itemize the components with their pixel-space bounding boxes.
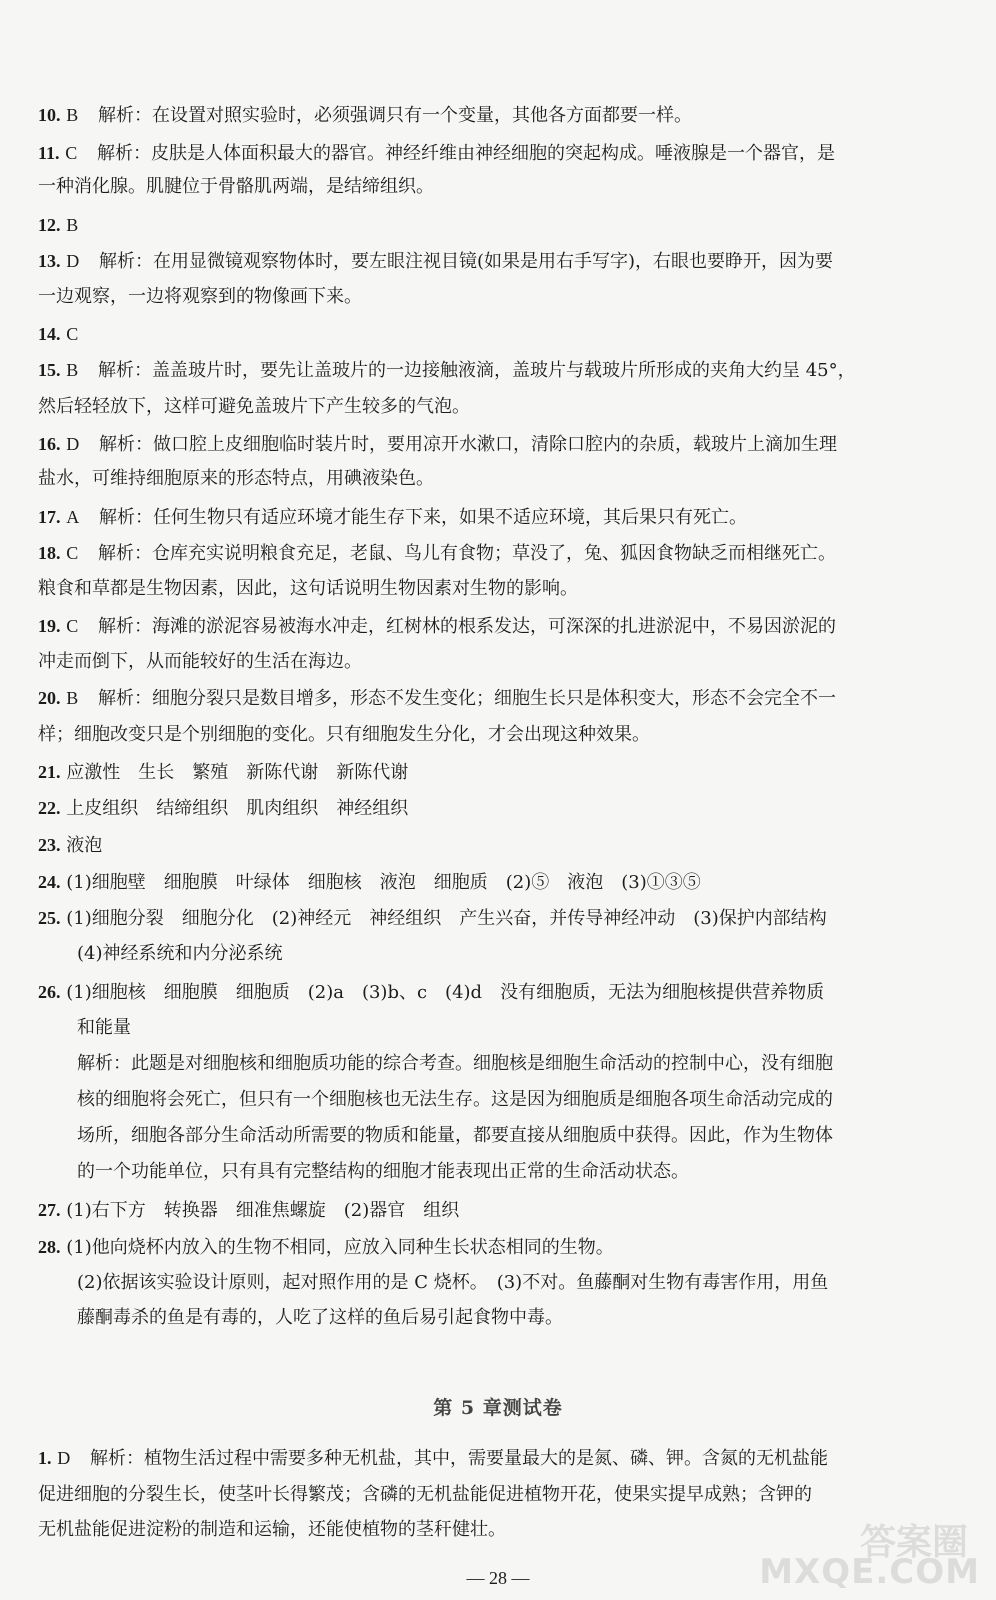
item-number: 11.	[38, 143, 60, 163]
answer-item-21	[38, 760, 968, 785]
item-number: 20.	[38, 688, 61, 708]
item-number: 26.	[38, 982, 61, 1002]
item-continuation: 粮食和草都是生物因素，因此，这句话说明生物因素对生物的影响。	[38, 578, 578, 599]
item-number: 15.	[38, 360, 61, 380]
item-answer: B	[66, 215, 79, 235]
item-continuation: 一种消化腺。肌腱位于骨骼肌两端，是结缔组织。	[38, 176, 434, 197]
item-number: 1.	[38, 1448, 52, 1468]
analysis-line: 的一个功能单位，只有具有完整结构的细胞才能表现出正常的生命活动状态。	[77, 1161, 689, 1182]
item-continuation: 无机盐能促进淀粉的制造和运输，还能使植物的茎秆健壮。	[38, 1519, 506, 1540]
answer-item-28	[38, 1235, 968, 1260]
watermark-bottom: MXQE.COM	[759, 1552, 980, 1592]
item-explanation: 解析：在设置对照实验时，必须强调只有一个变量，其他各方面都要一样。	[97, 105, 692, 126]
item-explanation: 解析：细胞分裂只是数目增多，形态不发生变化；细胞生长只是体积变大，形态不会完全不一	[97, 688, 836, 709]
item-answer: B	[66, 360, 79, 380]
analysis-line: 核的细胞将会死亡，但只有一个细胞核也无法生存。这是因为细胞质是细胞各项生命活动完成的	[77, 1089, 833, 1110]
answer-item-15	[38, 358, 968, 383]
item-answer: C	[66, 543, 79, 563]
item-continuation: 样；细胞改变只是个别细胞的变化。只有细胞发生分化，才会出现这种效果。	[38, 724, 650, 745]
item-number: 12.	[38, 215, 61, 235]
item-answer: B	[66, 688, 79, 708]
item-explanation: 解析：植物生活过程中需要多种无机盐，其中，需要量最大的是氮、磷、钾。含氮的无机盐能	[89, 1448, 828, 1469]
analysis-line: 解析：此题是对细胞核和细胞质功能的综合考查。细胞核是细胞生命活动的控制中心，没有细胞	[77, 1053, 833, 1074]
item-answer: B	[66, 105, 79, 125]
item-answer: C	[66, 324, 79, 344]
answer-item-19	[38, 614, 968, 639]
item-number: 14.	[38, 324, 61, 344]
item-continuation: (4)神经系统和内分泌系统	[77, 943, 283, 964]
item-continuation: 然后轻轻放下，这样可避免盖玻片下产生较多的气泡。	[38, 396, 470, 417]
answer-item-17	[38, 505, 968, 530]
item-continuation: (2)依据该实验设计原则，起对照作用的是 C 烧杯。 (3)不对。鱼藤酮对生物有毒害作用，用鱼	[77, 1272, 829, 1293]
item-continuation: 盐水，可维持细胞原来的形态特点，用碘液染色。	[38, 468, 434, 489]
answer-item-16	[38, 432, 968, 457]
item-explanation: 解析：在用显微镜观察物体时，要左眼注视目镜(如果是用右手写字)，右眼也要睁开，因为要	[98, 251, 834, 272]
item-number: 10.	[38, 105, 61, 125]
item-explanation: 液泡	[66, 835, 103, 856]
answer-item-18	[38, 541, 968, 566]
item-number: 27.	[38, 1200, 61, 1220]
item-explanation: 解析：任何生物只有适应环境才能生存下来，如果不适应环境，其后果只有死亡。	[98, 507, 747, 528]
watermark-logo	[759, 1514, 986, 1592]
watermark-top: 答案圈	[859, 1522, 968, 1563]
answer-item-13	[38, 249, 968, 274]
item-number: 28.	[38, 1237, 61, 1257]
answer-item-11	[38, 141, 968, 166]
item-explanation: (1)细胞核 细胞膜 细胞质 (2)a (3)b、c (4)d 没有细胞质，无法为细胞核提供营养物质	[66, 982, 825, 1003]
section-title: 第 5 章测试卷	[433, 1397, 563, 1419]
item-explanation: (1)右下方 转换器 细准焦螺旋 (2)器官 组织	[66, 1200, 460, 1221]
answer-item-12	[38, 213, 968, 238]
item-number: 13.	[38, 251, 61, 271]
answer-item-14	[38, 322, 968, 347]
answer-item-27	[38, 1198, 968, 1223]
item-explanation: 解析：仓库充实说明粮食充足，老鼠、鸟儿有食物；草没了，兔、狐因食物缺乏而相继死亡。	[97, 543, 836, 564]
item-continuation: 促进细胞的分裂生长，使茎叶长得繁茂；含磷的无机盐能促进植物开花，使果实提早成熟；含钾的	[38, 1484, 812, 1505]
item-explanation: (1)他向烧杯内放入的生物不相同，应放入同种生长状态相同的生物。	[66, 1237, 614, 1258]
item-number: 22.	[38, 798, 61, 818]
item-number: 21.	[38, 762, 61, 782]
item-explanation: 上皮组织 结缔组织 肌肉组织 神经组织	[66, 798, 409, 819]
answer-item-10	[38, 103, 968, 128]
item-number: 23.	[38, 835, 61, 855]
item-explanation: (1)细胞壁 细胞膜 叶绿体 细胞核 液泡 细胞质 (2)⑤ 液泡 (3)①③⑤	[66, 872, 701, 893]
page-number: — 28 —	[466, 1568, 530, 1588]
item-number: 17.	[38, 507, 61, 527]
item-explanation: 应激性 生长 繁殖 新陈代谢 新陈代谢	[66, 762, 409, 783]
item-explanation: 解析：盖盖玻片时，要先让盖玻片的一边接触液滴，盖玻片与载玻片所形成的夹角大约呈 45°，	[97, 360, 856, 381]
analysis-line: 场所，细胞各部分生命活动所需要的物质和能量，都要直接从细胞质中获得。因此，作为生物体	[77, 1125, 833, 1146]
item-number: 25.	[38, 908, 61, 928]
answer-item-23	[38, 833, 968, 858]
item-explanation: 解析：做口腔上皮细胞临时装片时，要用凉开水漱口，清除口腔内的杂质，载玻片上滴加生理	[98, 434, 837, 455]
item-continuation: 和能量	[77, 1017, 131, 1038]
item-number: 18.	[38, 543, 61, 563]
item-answer: D	[57, 1448, 71, 1468]
item-continuation: 藤酮毒杀的鱼是有毒的，人吃了这样的鱼后易引起食物中毒。	[77, 1307, 563, 1328]
answer-item-26	[38, 980, 968, 1005]
answer-item-24	[38, 870, 968, 895]
item-continuation: 冲走而倒下，从而能较好的生活在海边。	[38, 651, 362, 672]
item-answer: C	[66, 616, 79, 636]
item-explanation: 解析：皮肤是人体面积最大的器官。神经纤维由神经细胞的突起构成。唾液腺是一个器官，是	[97, 143, 835, 164]
item-explanation: 解析：海滩的淤泥容易被海水冲走，红树林的根系发达，可深深的扎进淤泥中，不易因淤泥的	[97, 616, 836, 637]
answer-item-20	[38, 686, 968, 711]
section-answer-item-1	[38, 1446, 968, 1471]
answer-item-22	[38, 796, 968, 821]
item-answer: A	[66, 507, 80, 527]
answer-item-25	[38, 906, 968, 931]
item-answer: D	[66, 434, 80, 454]
item-number: 19.	[38, 616, 61, 636]
item-answer: C	[65, 143, 78, 163]
item-explanation: (1)细胞分裂 细胞分化 (2)神经元 神经组织 产生兴奋，并传导神经冲动 (3)保护内部结构	[66, 908, 827, 929]
item-continuation: 一边观察，一边将观察到的物像画下来。	[38, 286, 362, 307]
item-answer: D	[66, 251, 80, 271]
item-number: 24.	[38, 872, 61, 892]
item-number: 16.	[38, 434, 61, 454]
